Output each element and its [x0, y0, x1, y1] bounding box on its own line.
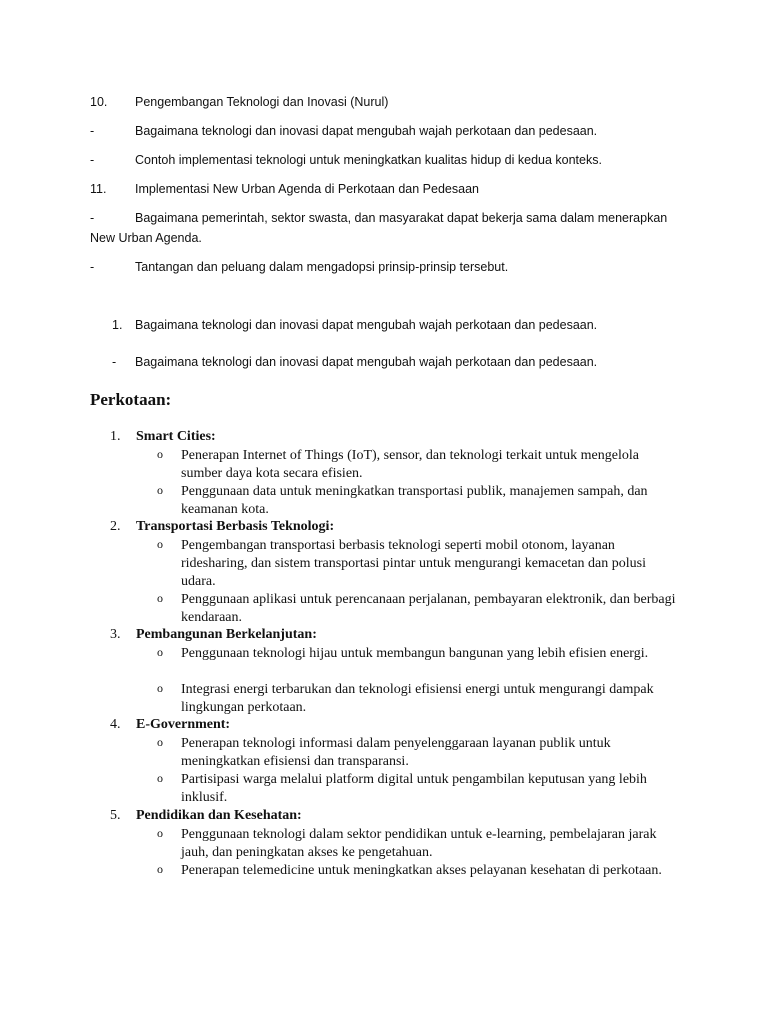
list-marker: - — [90, 260, 95, 274]
sub-item-text: Penggunaan aplikasi untuk perencanaan perjalanan, pembayaran elektronik, dan berbagi kendaraan. — [181, 592, 676, 625]
sub-item-text: Penerapan telemedicine untuk meningkatkan akses pelayanan kesehatan di perkotaan. — [181, 863, 662, 878]
section-heading: Perkotaan: — [90, 390, 172, 409]
section-number: 5. — [110, 808, 121, 823]
sub-item-text: Penggunaan teknologi hijau untuk membangun bangunan yang lebih efisien energi. — [181, 646, 649, 661]
circle-bullet-icon: o — [157, 681, 163, 695]
circle-bullet-icon: o — [157, 645, 163, 659]
circle-bullet-icon: o — [157, 826, 163, 840]
list-marker: - — [90, 211, 95, 225]
list-text: Bagaimana teknologi dan inovasi dapat mengubah wajah perkotaan dan pedesaan. — [135, 124, 598, 138]
list-text: Implementasi New Urban Agenda di Perkotaan dan Pedesaan — [135, 182, 479, 196]
list-text: Pengembangan Teknologi dan Inovasi (Nurul) — [135, 95, 389, 109]
sub-item-text: Penggunaan teknologi dalam sektor pendidikan untuk e-learning, pembelajaran jarak jauh, dan peningkatan akses ke pengetahuan. — [181, 827, 657, 860]
sub-item-text: Penggunaan data untuk meningkatkan transportasi publik, manajemen sampah, dan keamanan kota. — [181, 484, 648, 517]
section-title: Pembangunan Berkelanjutan: — [136, 627, 317, 642]
section-number: 4. — [110, 717, 121, 732]
list-text: Tantangan dan peluang dalam mengadopsi prinsip-prinsip tersebut. — [135, 260, 509, 274]
list-text: Contoh implementasi teknologi untuk meningkatkan kualitas hidup di kedua konteks. — [135, 153, 602, 167]
list-text-continuation: New Urban Agenda. — [90, 231, 202, 245]
circle-bullet-icon: o — [157, 447, 163, 461]
list-text: Bagaimana teknologi dan inovasi dapat mengubah wajah perkotaan dan pedesaan. — [135, 355, 598, 369]
circle-bullet-icon: o — [157, 771, 163, 785]
sub-item-text: Penerapan teknologi informasi dalam penyelenggaraan layanan publik untuk meningkatkan efisiensi dan transparansi. — [181, 736, 611, 769]
section-title: E-Government: — [136, 717, 231, 732]
sub-item-text: Partisipasi warga melalui platform digital untuk pengambilan keputusan yang lebih inklusif. — [181, 772, 647, 805]
section-number: 1. — [110, 429, 121, 444]
list-marker: - — [90, 124, 95, 138]
list-marker: - — [90, 153, 95, 167]
section-title: Transportasi Berbasis Teknologi: — [136, 519, 335, 534]
circle-bullet-icon: o — [157, 735, 163, 749]
circle-bullet-icon: o — [157, 537, 163, 551]
circle-bullet-icon: o — [157, 591, 163, 605]
list-marker: 11. — [90, 182, 107, 196]
circle-bullet-icon: o — [157, 862, 163, 876]
section-number: 2. — [110, 519, 121, 534]
sub-item-text: Integrasi energi terbarukan dan teknologi efisiensi energi untuk mengurangi dampak lingkungan perkotaan. — [181, 682, 654, 715]
circle-bullet-icon: o — [157, 483, 163, 497]
section-title: Smart Cities: — [136, 429, 216, 444]
outline-dash-item — [90, 211, 690, 251]
list-marker: - — [112, 355, 117, 369]
sub-item-text: Penerapan Internet of Things (IoT), sensor, dan teknologi terkait untuk mengelola sumber daya kota secara efisien. — [181, 448, 639, 481]
section-number: 3. — [110, 627, 121, 642]
list-marker: 10. — [90, 95, 108, 109]
list-text: Bagaimana teknologi dan inovasi dapat mengubah wajah perkotaan dan pedesaan. — [135, 318, 598, 332]
section-title: Pendidikan dan Kesehatan: — [136, 808, 302, 823]
sub-item-text: Pengembangan transportasi berbasis teknologi seperti mobil otonom, layanan ridesharing, dan sistem transportasi pintar untuk mengurangi kemacetan dan polusi udara. — [181, 538, 646, 589]
list-marker: 1. — [112, 318, 123, 332]
list-text: Bagaimana pemerintah, sektor swasta, dan masyarakat dapat bekerja sama dalam menerapkan — [135, 211, 668, 225]
